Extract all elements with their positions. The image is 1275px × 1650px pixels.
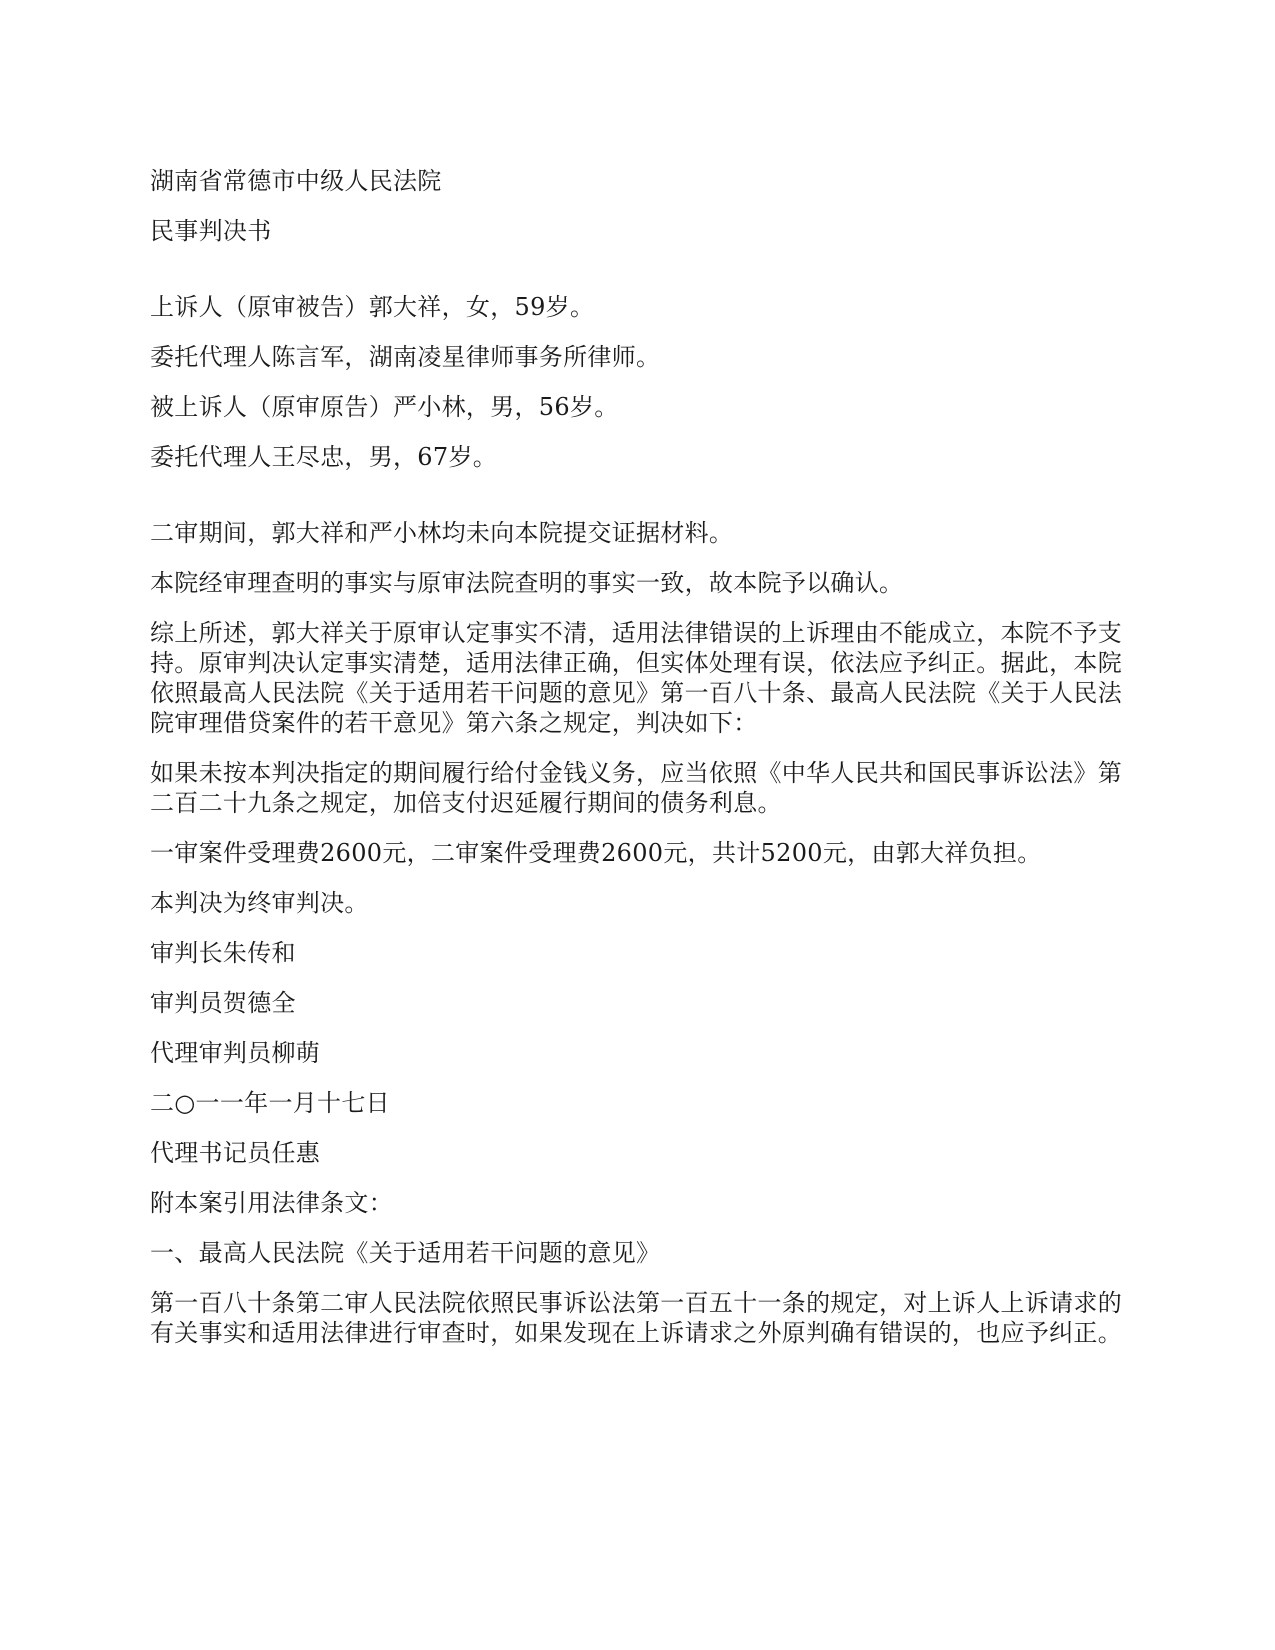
interest-paragraph: 如果未按本判决指定的期间履行给付金钱义务，应当依照《中华人民共和国民事诉讼法》第二百二十九条之规定，加倍支付迟延履行期间的债务利息。 [150,759,1122,817]
appendix-article-text: 第一百八十条第二审人民法院依照民事诉讼法第一百五十一条的规定，对上诉人上诉请求的有关事实和适用法律进行审查时，如果发现在上诉请求之外原判确有错误的，也应予纠正。 [150,1289,1122,1347]
judgment-document [150,166,1130,1368]
judgment-body [150,518,1130,1348]
judgment-date: 二○一一年一月十七日 [150,1089,390,1117]
facts-paragraph: 本院经审理查明的事实与原审法院查明的事实一致，故本院予以确认。 [150,569,904,597]
acting-clerk: 代理书记员任惠 [150,1139,321,1167]
reasoning-paragraph: 综上所述，郭大祥关于原审认定事实不清，适用法律错误的上诉理由不能成立，本院不予支持。原审判决认定事实清楚，适用法律正确，但实体处理有误，依法应予纠正。据此，本院依照最高人民法院《关于适用若干问题的意见》第一百八十条、最高人民法院《关于人民法院审理借贷案件的若干意见》第六条之规定，判决如下： [150,619,1122,737]
document-type: 民事判决书 [150,217,272,245]
appellee-agent: 委托代理人王尽忠，男，67岁。 [150,443,498,471]
appellant-agent: 委托代理人陈言军，湖南凌星律师事务所律师。 [150,343,661,371]
appellee: 被上诉人（原审原告）严小林，男，56岁。 [150,393,619,421]
appendix-item-title: 一、最高人民法院《关于适用若干问题的意见》 [150,1239,661,1267]
final-judgment-note: 本判决为终审判决。 [150,889,369,917]
appendix-heading: 附本案引用法律条文： [150,1189,393,1217]
appellant: 上诉人（原审被告）郭大祥，女，59岁。 [150,293,595,321]
fees-paragraph: 一审案件受理费2600元，二审案件受理费2600元，共计5200元，由郭大祥负担。 [150,839,1042,867]
evidence-paragraph: 二审期间，郭大祥和严小林均未向本院提交证据材料。 [150,519,734,547]
judge: 审判员贺德全 [150,989,296,1017]
parties-section [150,292,1130,472]
acting-judge: 代理审判员柳萌 [150,1039,321,1067]
presiding-judge: 审判长朱传和 [150,939,296,967]
court-name: 湖南省常德市中级人民法院 [150,167,442,195]
